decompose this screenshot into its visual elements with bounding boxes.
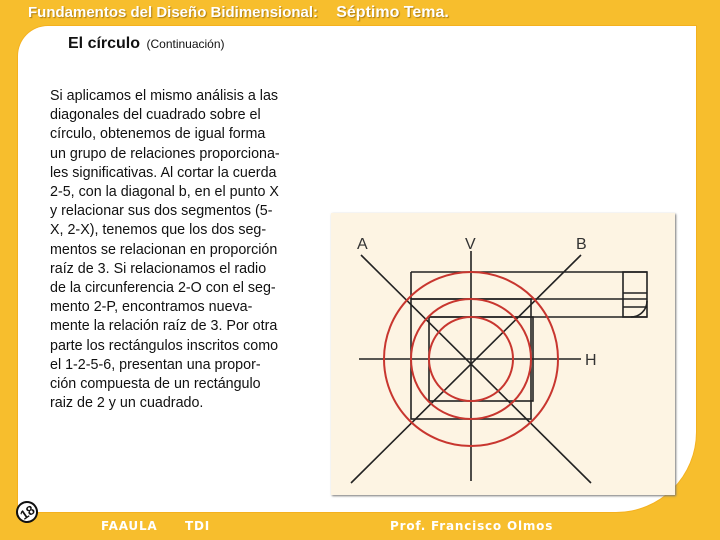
section-title-main: El círculo [68, 35, 141, 52]
body-line: un grupo de relaciones proporciona- [50, 145, 280, 162]
footer-course-code: TDI [185, 519, 211, 533]
body-line: raiz de 2 y un cuadrado. [50, 395, 204, 412]
header-bar [28, 4, 449, 26]
measure-arc [631, 301, 647, 317]
course-title: Fundamentos del Diseño Bidimensional: [28, 4, 319, 21]
geometry-diagram [331, 213, 675, 495]
body-line: parte los rectángulos inscritos como [50, 337, 279, 354]
topic-title: Séptimo Tema. [336, 4, 449, 21]
body-line: X, 2-X), tenemos que los dos seg- [50, 222, 267, 239]
body-line: mentos se relacionan en proporción [50, 241, 278, 258]
body-line: mento 2-P, encontramos nueva- [50, 299, 253, 316]
page-number-badge: 18 [12, 497, 43, 528]
body-line: de la circunferencia 2-O con el seg- [50, 280, 276, 297]
label-h: H [585, 352, 597, 369]
body-line: el 1-2-5-6, presentan una propor- [50, 356, 261, 373]
geometry-figure [331, 213, 675, 495]
label-a: A [357, 236, 368, 253]
section-title [68, 35, 225, 53]
body-line: diagonales del cuadrado sobre el [50, 107, 261, 124]
body-line: círculo, obtenemos de igual forma [50, 126, 266, 143]
body-line: raíz de 3. Si relacionamos el radio [50, 260, 267, 277]
footer-institution: FAAULA [101, 519, 158, 533]
body-line: y relacionar sus dos segmentos (5- [50, 203, 273, 220]
body-paragraph [50, 87, 315, 413]
body-line: 2-5, con la diagonal b, en el punto X [50, 184, 279, 201]
body-line: mente la relación raíz de 3. Por otra [50, 318, 278, 335]
label-v: V [465, 236, 476, 253]
body-line: ción compuesta de un rectángulo [50, 376, 261, 393]
body-line: Si aplicamos el mismo análisis a las [50, 88, 279, 104]
footer-professor: Prof. Francisco Olmos [390, 519, 554, 533]
body-line: les significativas. Al cortar la cuerda [50, 164, 277, 181]
section-subtitle: (Continuación) [146, 37, 225, 51]
label-b: B [576, 236, 587, 253]
